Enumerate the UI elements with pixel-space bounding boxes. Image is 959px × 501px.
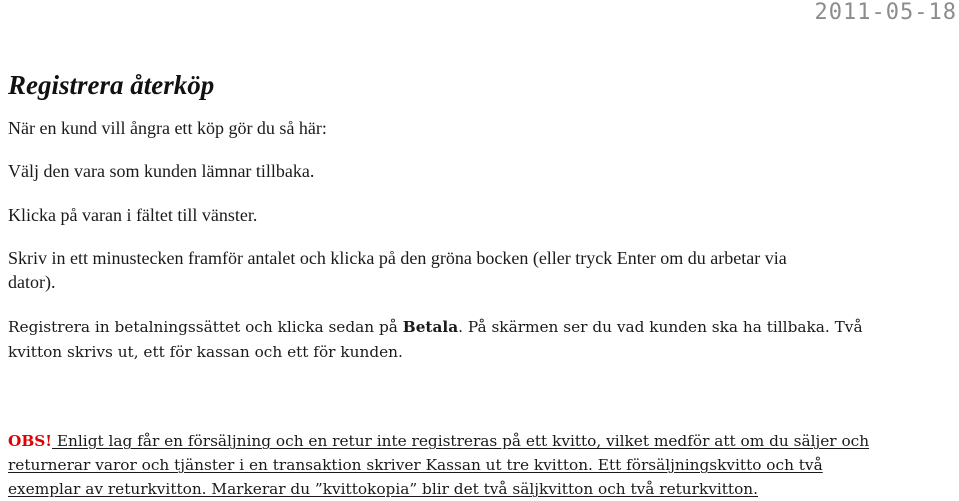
obs-note-text-line2: returnerar varor och tjänster i en transaktion skriver Kassan ut tre kvitton. Ett försäljningskvitto och två bbox=[8, 456, 823, 474]
step-enter-minus-line2: dator). bbox=[8, 272, 56, 292]
step-payment-text-before: Registrera in betalningssättet och klicka sedan på bbox=[8, 318, 403, 336]
intro-text: När en kund vill ångra ett köp gör du så här: bbox=[8, 118, 327, 138]
document-date: 2011-05-18 bbox=[814, 0, 957, 25]
obs-note-text-line1: Enligt lag får en försäljning och en retur inte registreras på ett kvitto, vilket medför att om du säljer och bbox=[52, 432, 870, 450]
step-click-item: Klicka på varan i fältet till vänster. bbox=[8, 205, 258, 225]
step-payment-line1 bbox=[8, 315, 863, 339]
page-title: Registrera återköp bbox=[8, 70, 215, 100]
step-payment-line2: kvitton skrivs ut, ett för kassan och ett för kunden. bbox=[8, 343, 403, 361]
step-enter-minus-line1: Skriv in ett minustecken framför antalet och klicka på den gröna bocken (eller tryck Enter om du arbetar via bbox=[8, 248, 787, 268]
obs-note-line1 bbox=[8, 429, 869, 453]
step-payment-text-after: . På skärmen ser du vad kunden ska ha tillbaka. Två bbox=[458, 318, 863, 336]
betala-keyword: Betala bbox=[402, 318, 459, 336]
obs-note-text-line3: exemplar av returkvitton. Markerar du ”kvittokopia” blir det två säljkvitton och två returkvitton. bbox=[8, 480, 758, 498]
obs-note-line3 bbox=[8, 477, 758, 501]
obs-label: OBS! bbox=[8, 432, 53, 450]
step-choose-item: Välj den vara som kunden lämnar tillbaka. bbox=[8, 161, 315, 181]
obs-note-line2 bbox=[8, 453, 823, 477]
